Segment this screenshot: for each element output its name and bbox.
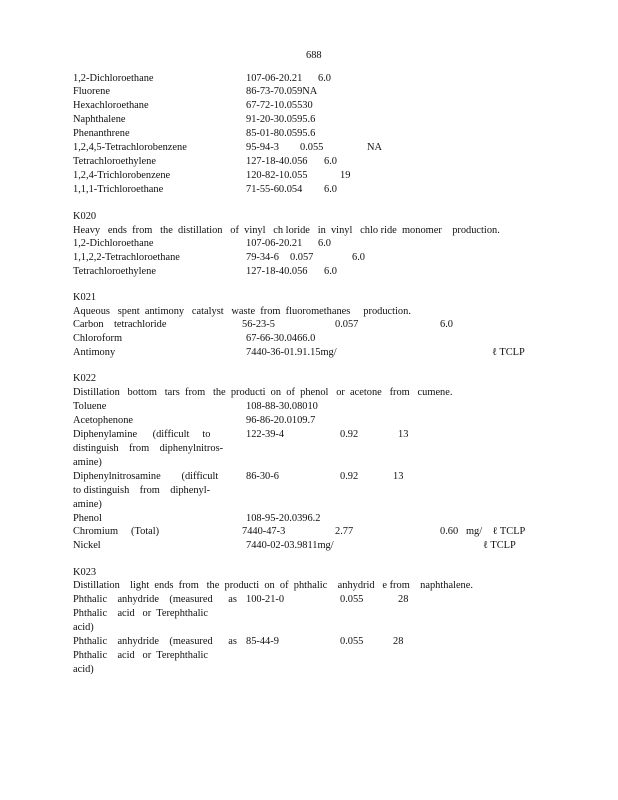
line-value: 0.60 mg/ ℓ TCLP <box>440 526 526 537</box>
line-value: ℓ TCLP <box>492 347 525 358</box>
line-text: Fluorene <box>73 86 110 97</box>
line-text: Tetrachloroethylene <box>73 266 156 277</box>
line-text: Diphenylnitrosamine (difficult <box>73 471 219 482</box>
waste-code-heading: K020 <box>73 211 97 222</box>
line-value: 2.77 <box>335 526 354 537</box>
line-text: Carbon tetrachloride <box>73 319 167 330</box>
line-value: 28 <box>393 636 404 647</box>
line-value: 0.057 <box>290 252 314 263</box>
line-value: 0.92 <box>340 429 359 440</box>
waste-code-heading: K021 <box>73 292 97 303</box>
line-value: 86-73-70.059NA <box>246 86 318 97</box>
line-text: Aqueous spent antimony catalyst waste from fluoromethanes production. <box>73 306 411 317</box>
line-text: 1,1,1-Trichloroethane <box>73 184 164 195</box>
line-value: 6.0 <box>324 184 337 195</box>
line-value: 6.0 <box>352 252 365 263</box>
line-text: Chloroform <box>73 333 123 344</box>
line-text: Toluene <box>73 401 107 412</box>
line-text: acid) <box>73 622 94 633</box>
line-text: Distillation bottom tars from the producti on of phenol or acetone from cumene. <box>73 387 453 398</box>
line-value: 86-30-6 <box>246 471 279 482</box>
line-value: 6.0 <box>318 238 331 249</box>
waste-code-heading: K023 <box>73 567 97 578</box>
line-value: 0.92 <box>340 471 359 482</box>
line-text: 1,2,4-Trichlorobenzene <box>73 170 171 181</box>
line-value: 79-34-6 <box>246 252 279 263</box>
line-text: Diphenylamine (difficult to <box>73 429 211 440</box>
line-value: 107-06-20.21 <box>246 238 303 249</box>
line-value: NA <box>367 142 383 153</box>
page-number: 688 <box>306 50 322 61</box>
line-text: Phthalic acid or Terephthalic <box>73 608 208 619</box>
line-value: 96-86-20.0109.7 <box>246 415 316 426</box>
line-value: 91-20-30.0595.6 <box>246 114 316 125</box>
line-value: 0.055 <box>300 142 324 153</box>
line-value: 85-44-9 <box>246 636 279 647</box>
line-text: 1,2-Dichloroethane <box>73 238 154 249</box>
line-text: Chromium (Total) <box>73 526 160 537</box>
line-value: 67-66-30.0466.0 <box>246 333 316 344</box>
line-value: 108-95-20.0396.2 <box>246 513 321 524</box>
line-value: 71-55-60.054 <box>246 184 303 195</box>
line-text: Phenol <box>73 513 102 524</box>
line-text: Heavy ends from the distillation of vinyl ch loride in vinyl chlo ride monomer production. <box>73 225 500 236</box>
line-value: 6.0 <box>324 156 337 167</box>
line-text: amine) <box>73 457 102 468</box>
line-text: Phthalic anhydride (measured as <box>73 594 237 605</box>
line-value: ℓ TCLP <box>483 540 516 551</box>
line-value: 13 <box>398 429 409 440</box>
line-value: 28 <box>398 594 409 605</box>
line-text: Hexachloroethane <box>73 100 149 111</box>
line-text: Phenanthrene <box>73 128 130 139</box>
line-value: 100-21-0 <box>246 594 285 605</box>
line-text: Phthalic anhydride (measured as <box>73 636 237 647</box>
line-value: 120-82-10.055 <box>246 170 308 181</box>
line-value: 56-23-5 <box>242 319 275 330</box>
line-value: 108-88-30.08010 <box>246 401 318 412</box>
line-value: 122-39-4 <box>246 429 285 440</box>
line-value: 0.055 <box>340 594 364 605</box>
line-value: 19 <box>340 170 351 181</box>
line-value: 13 <box>393 471 404 482</box>
line-text: Nickel <box>73 540 101 551</box>
line-value: 0.055 <box>340 636 364 647</box>
line-value: 0.057 <box>335 319 359 330</box>
line-value: 6.0 <box>324 266 337 277</box>
line-text: Naphthalene <box>73 114 126 125</box>
line-text: Distillation light ends from the producti on of phthalic anhydrid e from naphthalene. <box>73 580 473 591</box>
line-value: 67-72-10.05530 <box>246 100 313 111</box>
line-value: 107-06-20.21 <box>246 73 303 84</box>
line-text: Tetrachloroethylene <box>73 156 156 167</box>
line-text: Antimony <box>73 347 116 358</box>
line-text: distinguish from diphenylnitros- <box>73 443 224 454</box>
line-text: 1,2,4,5-Tetrachlorobenzene <box>73 142 187 153</box>
line-value: 7440-47-3 <box>242 526 286 537</box>
line-value: 7440-02-03.9811mg/ <box>246 540 334 551</box>
line-value: 95-94-3 <box>246 142 279 153</box>
line-text: to distinguish from diphenyl- <box>73 485 211 496</box>
line-value: 6.0 <box>440 319 453 330</box>
line-text: Phthalic acid or Terephthalic <box>73 650 208 661</box>
line-text: 1,2-Dichloroethane <box>73 73 154 84</box>
line-text: Acetophenone <box>73 415 134 426</box>
line-text: amine) <box>73 499 102 510</box>
line-value: 127-18-40.056 <box>246 266 308 277</box>
line-text: 1,1,2,2-Tetrachloroethane <box>73 252 180 263</box>
line-value: 127-18-40.056 <box>246 156 308 167</box>
line-text: acid) <box>73 664 94 675</box>
line-value: 85-01-80.0595.6 <box>246 128 316 139</box>
line-value: 6.0 <box>318 73 331 84</box>
line-value: 7440-36-01.91.15mg/ <box>246 347 337 358</box>
waste-code-heading: K022 <box>73 373 97 384</box>
